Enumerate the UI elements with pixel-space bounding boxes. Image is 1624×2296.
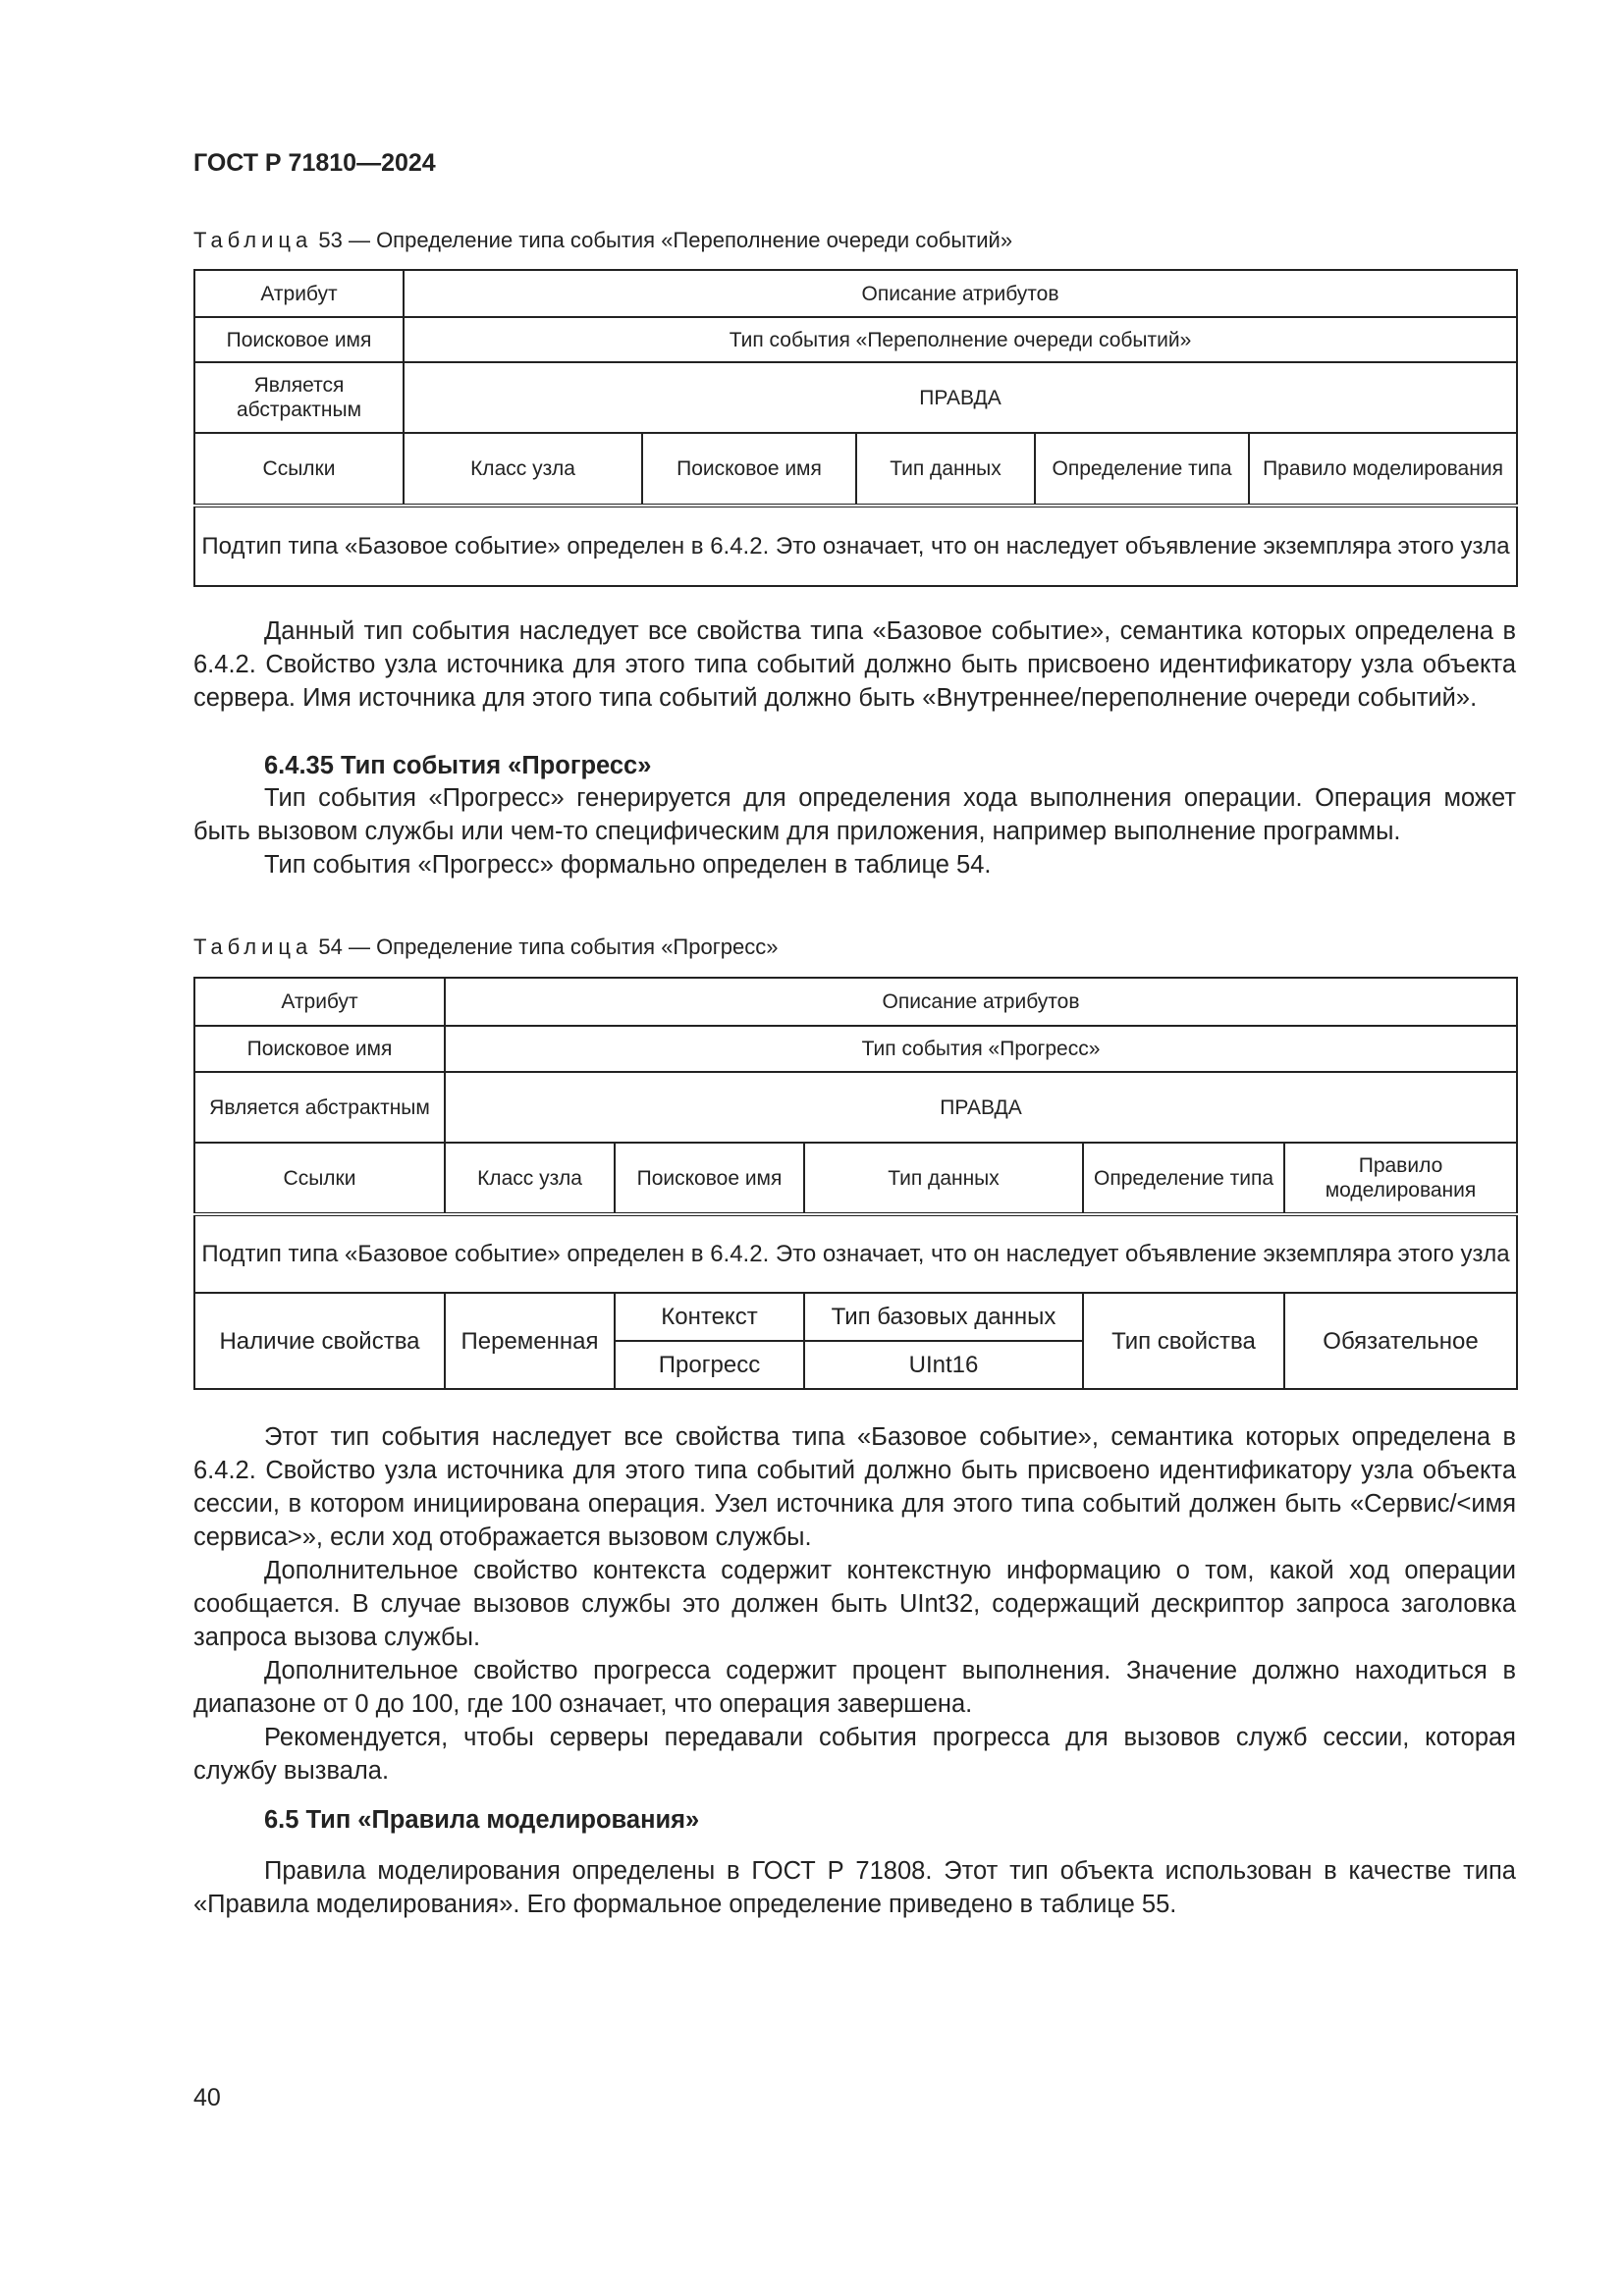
browse-label: Поисковое имя — [194, 317, 404, 362]
node-class-variable: Переменная — [445, 1293, 615, 1389]
table-53 — [193, 269, 1518, 587]
browse-value: Тип события «Прогресс» — [445, 1026, 1517, 1072]
subtype-note: Подтип типа «Базовое событие» определен в 6.4.2. Это означает, что он наследует объявление экземпляра этого узла — [194, 1214, 1517, 1293]
page-number: 40 — [193, 2084, 221, 2111]
paragraph-1 — [193, 614, 1516, 715]
table-53-caption-prefix: Таблица — [193, 228, 313, 252]
col-type-definition: Определение типа — [1035, 433, 1249, 506]
desc-header: Описание атрибутов — [445, 978, 1517, 1026]
has-property-ref: Наличие свойства — [194, 1293, 445, 1389]
subtype-note: Подтип типа «Базовое событие» определен в 6.4.2. Это означает, что он наследует объявление экземпляра этого узла — [194, 506, 1517, 586]
paragraph-8-text: Правила моделирования определены в ГОСТ Р 71808. Этот тип объекта использован в качестве типа «Правила моделирования». Его формальное определение приведено в таблице 55. — [193, 1857, 1516, 1918]
col-data-type: Тип данных — [856, 433, 1035, 506]
browse-value: Тип события «Переполнение очереди событий» — [404, 317, 1517, 362]
paragraph-6-text: Дополнительное свойство прогресса содержит процент выполнения. Значение должно находиться в диапазоне от 0 до 100, где 100 означает, что операция завершена. — [193, 1657, 1516, 1718]
paragraph-5-text: Дополнительное свойство контекста содержит контекстную информацию о том, какой ход операции сообщается. В случае вызовов службы это должен быть UInt32, содержащий дескриптор запроса заголовка запроса вызова службы. — [193, 1557, 1516, 1651]
mandatory-rule: Обязательное — [1284, 1293, 1517, 1389]
col-type-definition: Определение типа — [1083, 1143, 1284, 1214]
table-54-caption-text: 54 — Определение типа события «Прогресс» — [312, 934, 779, 959]
col-browse-name: Поисковое имя — [642, 433, 856, 506]
table-54-caption — [193, 934, 778, 960]
progress-data-type: UInt16 — [804, 1341, 1083, 1389]
table-53-caption — [193, 228, 1012, 253]
browse-label: Поисковое имя — [194, 1026, 445, 1072]
table-53-caption-text: 53 — Определение типа события «Переполнение очереди событий» — [312, 228, 1013, 252]
abstract-value: ПРАВДА — [445, 1072, 1517, 1143]
col-data-type: Тип данных — [804, 1143, 1083, 1214]
property-type-def: Тип свойства — [1083, 1293, 1284, 1389]
references-label: Ссылки — [194, 1143, 445, 1214]
attr-header: Атрибут — [194, 978, 445, 1026]
paragraph-8 — [193, 1854, 1516, 1921]
col-node-class: Класс узла — [445, 1143, 615, 1214]
paragraph-3-text: Тип события «Прогресс» формально определен в таблице 54. — [264, 851, 992, 879]
paragraph-7-text: Рекомендуется, чтобы серверы передавали события прогресса для вызовов служб сессии, которая службу вызвала. — [193, 1724, 1516, 1785]
abstract-label: Является абстрактным — [194, 1072, 445, 1143]
paragraph-4-text: Этот тип события наследует все свойства типа «Базовое событие», семантика которых определена в 6.4.2. Свойство узла источника для этого типа событий должно быть присвоено идентификатору узла объекта сессии, в котором инициирована операция. Узел источника для этого типа событий должен быть «Сервис/<имя сервиса>», если ход отображается вызовом службы. — [193, 1423, 1516, 1551]
table-54 — [193, 977, 1518, 1390]
paragraph-1-text: Данный тип события наследует все свойства типа «Базовое событие», семантика которых определена в 6.4.2. Свойство узла источника для этого типа событий должно быть присвоено идентификатору узла объекта сервера. Имя источника для этого типа событий должно быть «Внутреннее/переполнение очереди событий». — [193, 617, 1516, 712]
desc-header: Описание атрибутов — [404, 270, 1517, 317]
progress-browse-name: Прогресс — [615, 1341, 804, 1389]
col-modelling-rule: Правило моделирования — [1249, 433, 1517, 506]
paragraph-4 — [193, 1420, 1516, 1788]
col-modelling-rule: Правило моделирования — [1284, 1143, 1517, 1214]
col-browse-name: Поисковое имя — [615, 1143, 804, 1214]
table-54-caption-prefix: Таблица — [193, 934, 313, 959]
attr-header: Атрибут — [194, 270, 404, 317]
col-node-class: Класс узла — [404, 433, 642, 506]
section-heading-6-5: 6.5 Тип «Правила моделирования» — [264, 1806, 700, 1834]
references-label: Ссылки — [194, 433, 404, 506]
paragraph-2 — [193, 781, 1516, 881]
abstract-label: Является абстрактным — [194, 362, 404, 433]
document-header: ГОСТ Р 71810—2024 — [193, 149, 436, 177]
section-heading-6-4-35: 6.4.35 Тип события «Прогресс» — [264, 752, 652, 779]
context-browse-name: Контекст — [615, 1293, 804, 1341]
context-data-type: Тип базовых данных — [804, 1293, 1083, 1341]
abstract-value: ПРАВДА — [404, 362, 1517, 433]
paragraph-2-text: Тип события «Прогресс» генерируется для определения хода выполнения операции. Операция может быть вызовом службы или чем-то специфическим для приложения, например выполнение программы. — [193, 784, 1516, 845]
